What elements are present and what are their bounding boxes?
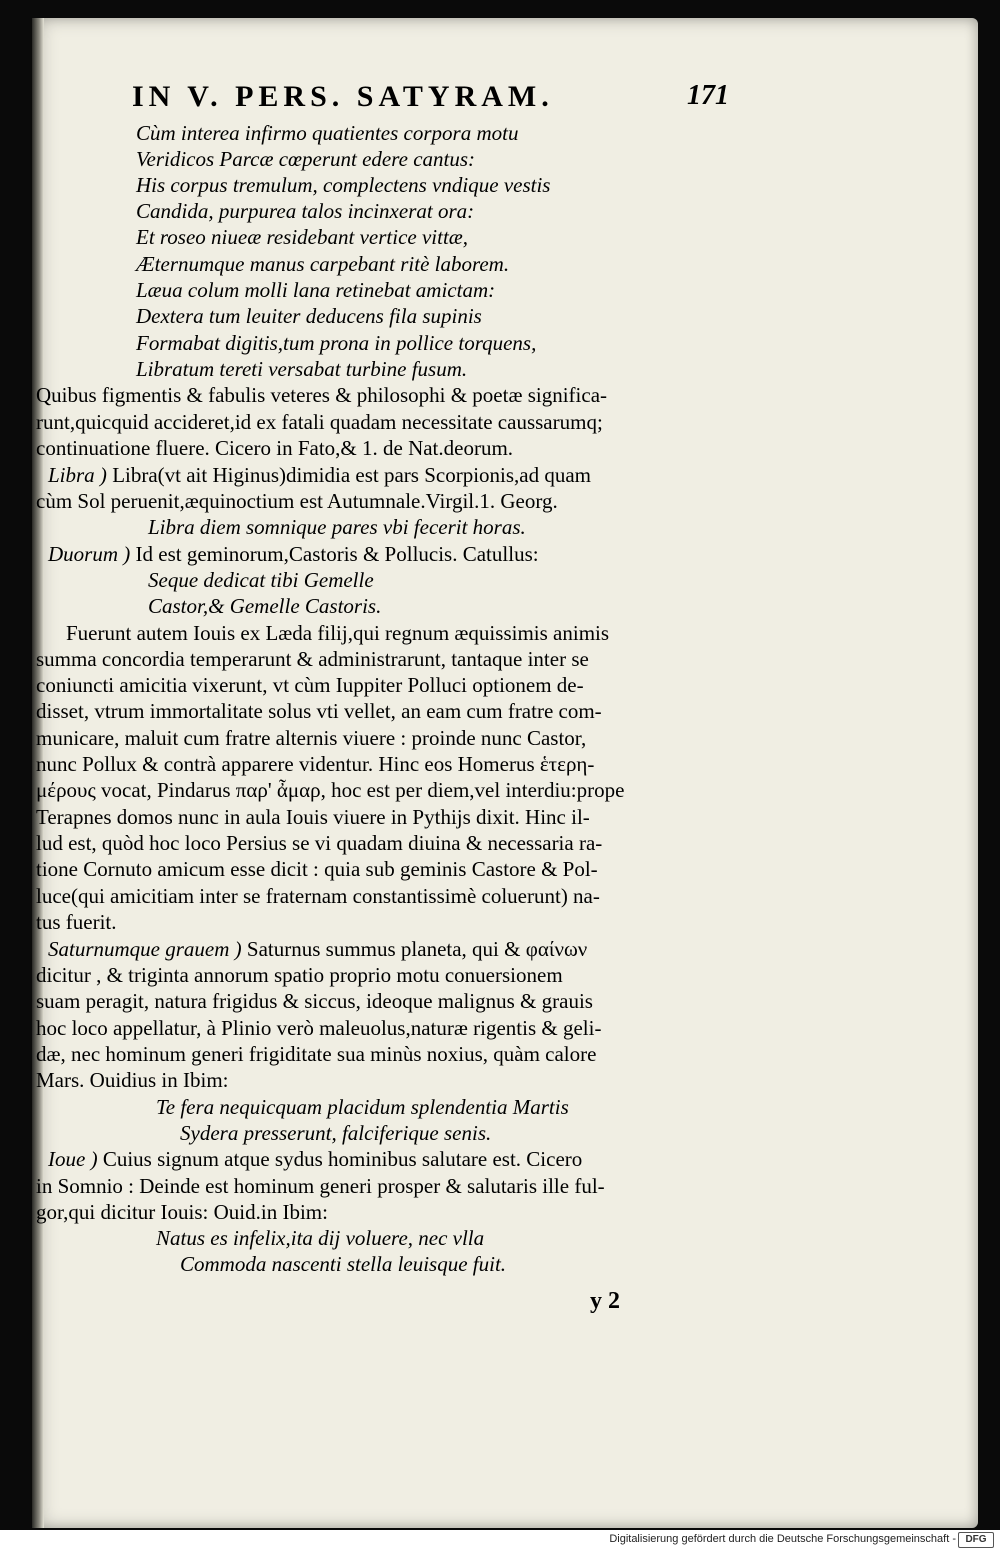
text-line: His corpus tremulum, complectens vndique vestis bbox=[136, 173, 551, 197]
text-line: tione Cornuto amicum esse dicit : quia sub geminis Castore & Pol- bbox=[36, 857, 598, 881]
text-line: coniuncti amicitia vixerunt, vt cùm Iuppiter Polluci optionem de- bbox=[36, 673, 584, 697]
folio-number: 171 bbox=[687, 80, 729, 111]
text-line: runt,quicquid accideret,id ex fatali quadam necessitate caussarumq; bbox=[36, 410, 603, 434]
text-line: Mars. Ouidius in Ibim: bbox=[36, 1068, 229, 1092]
text-line: dæ, nec hominum generi frigiditate sua minùs noxius, quàm calore bbox=[36, 1042, 597, 1066]
text-line bbox=[48, 541, 539, 567]
text-line: suam peragit, natura frigidus & siccus, ideoque malignus & grauis bbox=[36, 989, 593, 1013]
text-line: Cùm interea infirmo quatientes corpora motu bbox=[136, 121, 519, 145]
lemma: Ioue ) bbox=[48, 1147, 98, 1171]
text-line: hoc loco appellatur, à Plinio verò maleuolus,naturæ rigentis & geli- bbox=[36, 1016, 602, 1040]
signature-mark: y 2 bbox=[590, 1288, 620, 1314]
commentary-text: Cuius signum atque sydus hominibus salutare est. Cicero bbox=[97, 1147, 583, 1171]
text-line: nunc Pollux & contrà apparere videntur. Hinc eos Homerus ἑτερη- bbox=[36, 752, 595, 776]
text-line: Commoda nascenti stella leuisque fuit. bbox=[180, 1252, 507, 1276]
lemma: Saturnumque grauem ) bbox=[48, 937, 242, 961]
text-line: municare, maluit cum fratre alternis viuere : proinde nunc Castor, bbox=[36, 726, 587, 750]
text-line: Libratum tereti versabat turbine fusum. bbox=[136, 357, 468, 381]
commentary-text: Saturnus summus planeta, qui & φαίνων bbox=[241, 937, 588, 961]
text-line: Terapnes domos nunc in aula Iouis viuere in Pythijs dixit. Hinc il- bbox=[36, 805, 590, 829]
text-line: Fuerunt autem Iouis ex Læda filij,qui regnum æquissimis animis bbox=[66, 621, 610, 645]
text-line bbox=[48, 462, 591, 488]
text-line: Veridicos Parcæ cœperunt edere cantus: bbox=[136, 147, 476, 171]
text-line: Quibus figmentis & fabulis veteres & philosophi & poetæ significa- bbox=[36, 383, 608, 407]
text-line: lud est, quòd hoc loco Persius se vi quadam diuina & necessaria ra- bbox=[36, 831, 603, 855]
commentary-text: Id est geminorum,Castoris & Pollucis. Catullus: bbox=[130, 542, 539, 566]
text-line: luce(qui amicitiam inter se fraternam constantissimè coluerunt) na- bbox=[36, 884, 600, 908]
text-line: μέρους vocat, Pindarus παρ' ἆμαρ, hoc est per diem,vel interdiu:prope bbox=[36, 778, 625, 802]
text-line: cùm Sol peruenit,æquinoctium est Autumnale.Virgil.1. Georg. bbox=[36, 489, 558, 513]
text-line: Castor,& Gemelle Castoris. bbox=[148, 594, 382, 618]
running-head: IN V. PERS. SATYRAM. bbox=[132, 80, 554, 113]
text-line: Dextera tum leuiter deducens fila supinis bbox=[136, 304, 482, 328]
digitization-credit: Digitalisierung gefördert durch die Deutsche Forschungsgemeinschaft - bbox=[609, 1533, 956, 1545]
text-line bbox=[48, 936, 587, 962]
text-line: Seque dedicat tibi Gemelle bbox=[148, 568, 374, 592]
text-line: Læua colum molli lana retinebat amictam: bbox=[136, 278, 496, 302]
text-line: Libra diem somnique pares vbi fecerit horas. bbox=[148, 515, 526, 539]
text-line bbox=[48, 1146, 582, 1172]
text-line: tus fuerit. bbox=[36, 910, 117, 934]
text-line: dicitur , & triginta annorum spatio proprio motu conuersionem bbox=[36, 963, 563, 987]
dfg-logo-text: DFG bbox=[965, 1534, 987, 1545]
text-line: Formabat digitis,tum prona in pollice torquens, bbox=[136, 331, 537, 355]
text-line: Te fera nequicquam placidum splendentia Martis bbox=[156, 1095, 569, 1119]
commentary-text: Libra(vt ait Higinus)dimidia est pars Scorpionis,ad quam bbox=[106, 463, 592, 487]
text-line: gor,qui dicitur Iouis: Ouid.in Ibim: bbox=[36, 1200, 328, 1224]
text-line: Sydera presserunt, falciferique senis. bbox=[180, 1121, 492, 1145]
text-line: continuatione fluere. Cicero in Fato,& 1. de Nat.deorum. bbox=[36, 436, 514, 460]
dfg-logo bbox=[958, 1532, 994, 1548]
text-line: Candida, purpurea talos incinxerat ora: bbox=[136, 199, 475, 223]
page-header bbox=[132, 80, 732, 120]
text-line: Et roseo niueæ residebant vertice vittæ, bbox=[136, 225, 469, 249]
lemma: Libra ) bbox=[48, 463, 107, 487]
lemma: Duorum ) bbox=[48, 542, 131, 566]
text-line: Æternumque manus carpebant ritè laborem. bbox=[136, 252, 510, 276]
text-line: Natus es infelix,ita dij voluere, nec vlla bbox=[156, 1226, 485, 1250]
text-line: disset, vtrum immortalitate solus vti vellet, an eam cum fratre com- bbox=[36, 699, 602, 723]
text-line: in Somnio : Deinde est hominum generi prosper & salutaris ille ful- bbox=[36, 1174, 605, 1198]
text-line: summa concordia temperarunt & administrarunt, tantaque inter se bbox=[36, 647, 589, 671]
